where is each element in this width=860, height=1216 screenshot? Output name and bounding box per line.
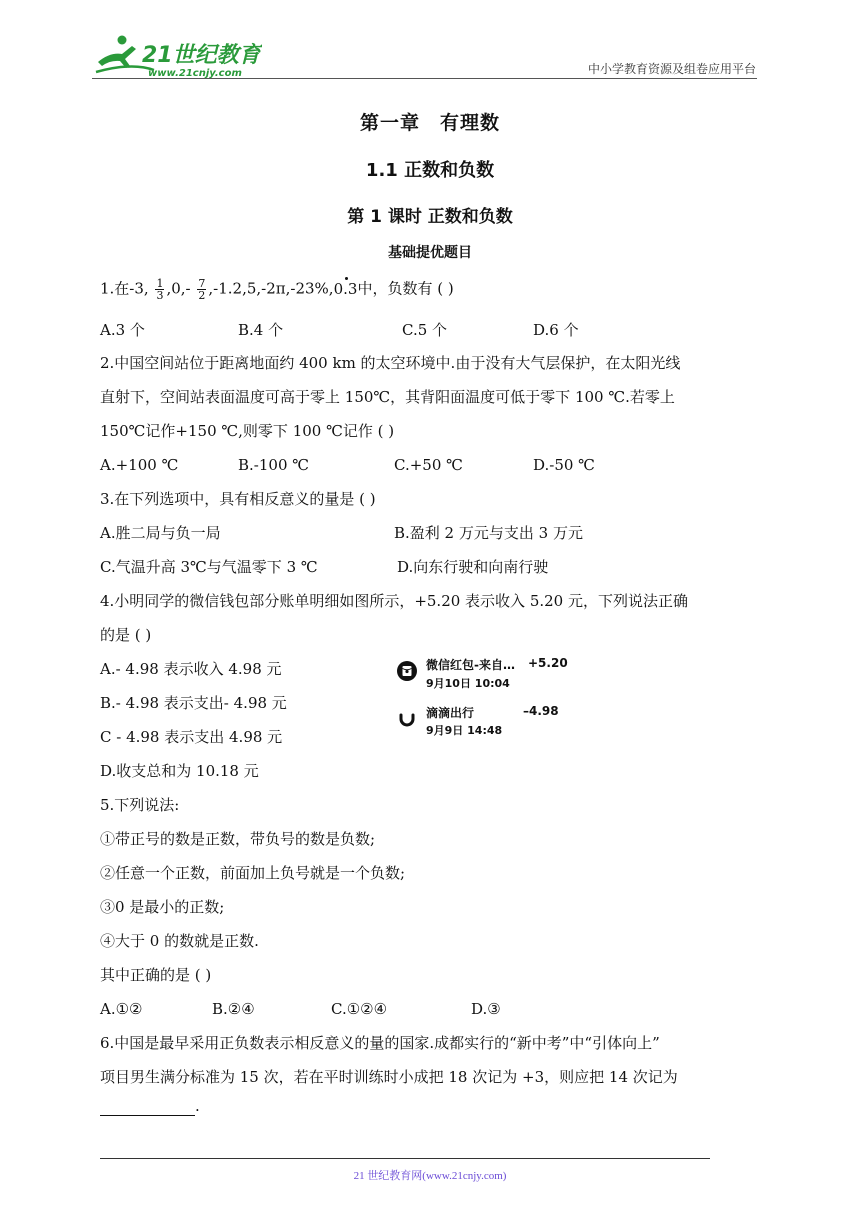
q2-option-a: A.+100 ℃ — [100, 456, 179, 474]
question-3: 3.在下列选项中，具有相反意义的量是 ( ) — [100, 490, 376, 508]
question-2-line-1: 2.中国空间站位于距离地面约 400 km 的太空环境中.由于没有大气层保护，在太阳光线 — [100, 354, 681, 372]
didi-icon — [396, 708, 418, 730]
q3-option-b: B.盈利 2 万元与支出 3 万元 — [394, 524, 583, 542]
frac2-denominator: 2 — [198, 289, 206, 302]
logo — [92, 32, 262, 80]
q6-end: . — [195, 1097, 200, 1115]
question-2-line-3: 150℃记作+150 ℃,则零下 100 ℃记作 ( ) — [100, 422, 395, 440]
q5-statement-4: ④大于 0 的数就是正数. — [100, 932, 259, 950]
wallet-item-2-amount: –4.98 — [523, 704, 559, 718]
logo-text: 21世纪教育 — [142, 43, 261, 68]
section-title: 1.1 正数和负数 — [365, 160, 495, 181]
q5-option-c: C.①②④ — [331, 1000, 388, 1018]
logo-url: www.21cnjy.com — [148, 68, 242, 79]
wallet-item-1-time: 9月10日 10:04 — [426, 677, 510, 690]
fraction-one-third — [155, 278, 164, 301]
q5-option-b: B.②④ — [212, 1000, 255, 1018]
q5-option-d: D.③ — [471, 1000, 501, 1018]
q4-option-c: C - 4.98 表示支出 4.98 元 — [100, 728, 283, 746]
fraction-seven-halves — [197, 278, 206, 301]
frac1-denominator: 3 — [156, 289, 164, 302]
q1-prefix: 1.在-3, — [100, 279, 154, 298]
question-6-line-1: 6.中国是最早采用正负数表示相反意义的量的国家.成都实行的“新中考”中“引体向上” — [100, 1034, 660, 1052]
wallet-bill-figure — [392, 650, 592, 740]
q1-option-d: D.6 个 — [533, 321, 579, 339]
q5-statement-3: ③0 是最小的正数; — [100, 898, 225, 916]
wallet-item-2-time: 9月9日 14:48 — [426, 724, 503, 737]
q4-option-a: A.- 4.98 表示收入 4.98 元 — [100, 660, 282, 678]
wallet-item-1-title: 微信红包-来自… — [426, 658, 515, 672]
q3-option-c: C.气温升高 3℃与气温零下 3 ℃ — [100, 558, 318, 576]
frac1-numerator: 1 — [156, 277, 164, 290]
q1-option-b: B.4 个 — [238, 321, 284, 339]
q4-option-b: B.- 4.98 表示支出- 4.98 元 — [100, 694, 287, 712]
q5-option-a: A.①② — [100, 1000, 143, 1018]
question-4-line-2: 的是 ( ) — [100, 626, 152, 644]
q1-mid: ,0,- — [166, 279, 196, 298]
q2-option-b: B.-100 ℃ — [238, 456, 310, 474]
q3-option-d: D.向东行驶和向南行驶 — [397, 558, 549, 576]
red-envelope-icon — [396, 660, 418, 682]
question-5: 5.下列说法: — [100, 796, 180, 814]
q1-rest: ,-1.2,5,-2π,-23%, — [208, 279, 334, 298]
question-4-line-1: 4.小明同学的微信钱包部分账单明细如图所示，+5.20 表示收入 5.20 元，下列说法正确 — [100, 592, 688, 610]
q5-statement-2: ②任意一个正数，前面加上负号就是一个负数; — [100, 864, 406, 882]
header-divider — [92, 78, 757, 79]
q1-option-a: A.3 个 — [100, 321, 145, 339]
header-platform-text: 中小学教育资源及组卷应用平台 — [587, 62, 756, 76]
footer-text[interactable]: 21 世纪教育网(www.21cnjy.com) — [353, 1170, 507, 1182]
chapter-title: 第一章 有理数 — [359, 112, 500, 134]
question-6-line-3 — [100, 1096, 200, 1116]
q3-option-a: A.胜二局与负一局 — [100, 524, 221, 542]
q2-option-c: C.+50 ℃ — [394, 456, 463, 474]
repeating-decimal: 0.3 — [333, 279, 358, 298]
q5-statement-1: ①带正号的数是正数，带负号的数是负数; — [100, 830, 376, 848]
question-1 — [100, 278, 454, 301]
q5-ask: 其中正确的是 ( ) — [100, 966, 212, 984]
question-6-line-2: 项目男生满分标准为 15 次，若在平时训练时小成把 18 次记为 +3，则应把 14 次记为 — [100, 1068, 678, 1086]
q2-option-d: D.-50 ℃ — [533, 456, 595, 474]
answer-blank — [100, 1099, 195, 1116]
footer-divider — [100, 1158, 710, 1159]
subheading: 基础提优题目 — [388, 245, 472, 261]
lesson-title: 第 1 课时 正数和负数 — [347, 207, 513, 227]
q1-suffix: 中，负数有 ( ) — [357, 279, 454, 298]
q4-option-d: D.收支总和为 10.18 元 — [100, 762, 259, 780]
question-2-line-2: 直射下，空间站表面温度可高于零上 150℃，其背阳面温度可低于零下 100 ℃.若零上 — [100, 388, 675, 406]
wallet-item-2-title: 滴滴出行 — [426, 706, 475, 720]
wallet-item-1-amount: +5.20 — [528, 656, 568, 670]
q1-option-c: C.5 个 — [402, 321, 448, 339]
frac2-numerator: 7 — [198, 277, 206, 290]
